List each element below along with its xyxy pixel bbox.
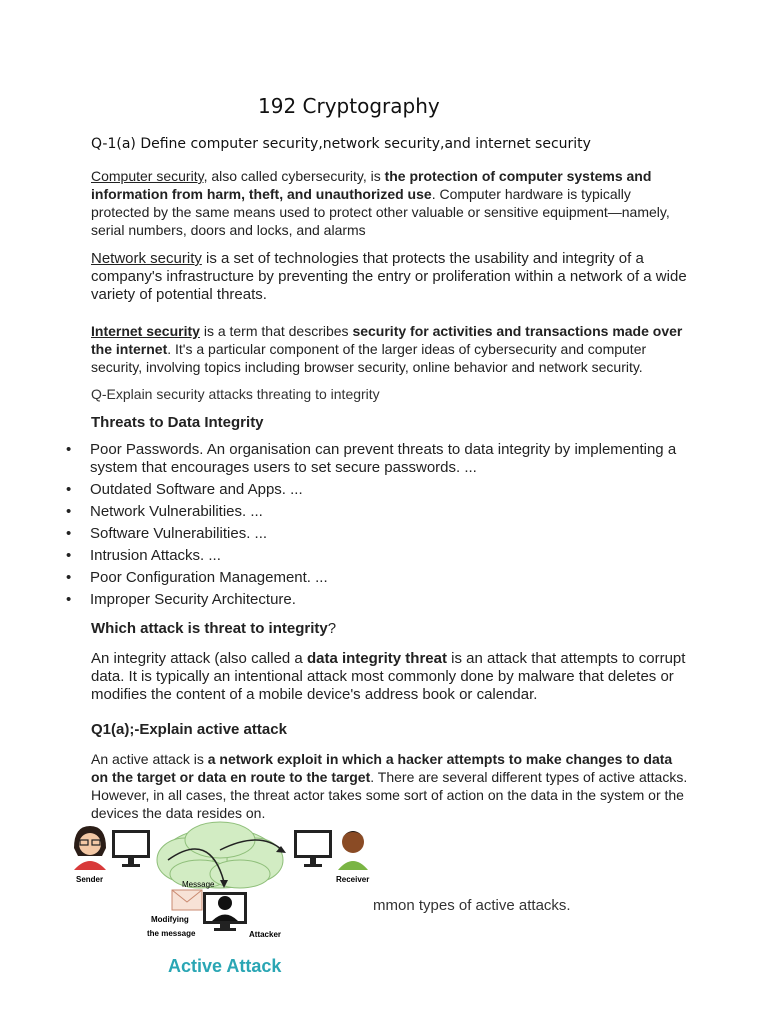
internet-security-term: Internet security bbox=[91, 323, 200, 339]
threat-text: Improper Security Architecture. bbox=[90, 591, 296, 608]
threats-list bbox=[62, 441, 702, 613]
p4-text-a: An integrity attack (also called a bbox=[91, 650, 307, 667]
list-item bbox=[62, 525, 702, 543]
active-attack-caption: Active Attack bbox=[168, 956, 282, 976]
bullet-icon: • bbox=[66, 591, 72, 608]
threat-text: Software Vulnerabilities. ... bbox=[90, 525, 268, 542]
p3-bold: security for activities and transactions made over the internet bbox=[91, 323, 683, 357]
list-item bbox=[62, 503, 702, 521]
active-attack-diagram bbox=[60, 820, 390, 990]
list-item bbox=[62, 441, 702, 477]
p4-bold: data integrity threat bbox=[306, 650, 447, 667]
bullet-icon: • bbox=[66, 441, 72, 458]
threats-heading: Threats to Data Integrity bbox=[91, 414, 264, 431]
receiver-avatar-icon bbox=[338, 831, 368, 870]
which-bold: Which attack is threat to integrity bbox=[91, 620, 328, 637]
question-1-heading bbox=[91, 136, 591, 152]
bullet-icon: • bbox=[66, 525, 72, 542]
list-item bbox=[62, 591, 702, 609]
threat-text: Network Vulnerabilities. ... bbox=[90, 503, 263, 520]
internet-security-paragraph bbox=[91, 322, 691, 376]
attacker-icon bbox=[203, 892, 247, 931]
integrity-attack-paragraph bbox=[91, 650, 691, 704]
bullet-icon: • bbox=[66, 547, 72, 564]
receiver-label: Receiver bbox=[336, 875, 370, 884]
active-attack-heading: Q1(a);-Explain active attack bbox=[91, 721, 287, 738]
modifying-label: Modifying bbox=[151, 915, 189, 924]
bullet-icon: • bbox=[66, 481, 72, 498]
envelope-icon bbox=[172, 890, 202, 910]
p5-text-a: An active attack is bbox=[91, 751, 208, 767]
p2-text: is a set of technologies that protects the usability and integrity of a company's infrastructure by preventing the entry or proliferation within a network of a wide variety of potential threats. bbox=[91, 250, 687, 303]
attacker-label: Attacker bbox=[249, 930, 282, 939]
list-item bbox=[62, 481, 702, 499]
question-2-heading: Q-Explain security attacks threating to integrity bbox=[91, 386, 380, 402]
bullet-icon: • bbox=[66, 569, 72, 586]
p5-text-b: . There are several different types of active attacks. However, in all cases, the threat actor takes some sort of action on the data in the system or the devices the data resides on. bbox=[91, 769, 688, 821]
p5-bold: a network exploit in which a hacker attempts to make changes to data on the target or data en route to the target bbox=[91, 751, 673, 785]
p1-text-b: . Computer hardware is typically protected by the same means used to protect other valuable or sensitive equipment—namely, serial numbers, doors and locks, and alarms bbox=[91, 186, 670, 238]
document-title: 192 Cryptography bbox=[258, 94, 440, 118]
threat-text: Poor Passwords. An organisation can prevent threats to data integrity by implementing a system that encourages users to set secure passwords. ... bbox=[90, 441, 677, 476]
message-label: Message bbox=[182, 880, 215, 889]
q1-title: 1(a) Define computer security,network security,and internet security bbox=[107, 136, 591, 152]
modifying-label-2: the message bbox=[147, 929, 196, 938]
sender-monitor-icon bbox=[112, 830, 150, 867]
threat-text: Poor Configuration Management. ... bbox=[90, 569, 328, 586]
which-q: ? bbox=[327, 620, 337, 637]
sender-avatar-icon bbox=[74, 826, 106, 870]
computer-security-term: Computer security bbox=[91, 168, 204, 184]
threat-text: Outdated Software and Apps. ... bbox=[90, 481, 303, 498]
computer-security-paragraph bbox=[91, 167, 691, 239]
active-attack-paragraph bbox=[91, 750, 691, 822]
q1-prefix: Q- bbox=[91, 136, 108, 152]
receiver-monitor-icon bbox=[294, 830, 332, 867]
trailing-text: mmon types of active attacks. bbox=[373, 897, 571, 914]
bullet-icon: • bbox=[66, 503, 72, 520]
list-item bbox=[62, 569, 702, 587]
which-attack-heading bbox=[91, 620, 691, 638]
threat-text: Intrusion Attacks. ... bbox=[90, 547, 221, 564]
p3-text-b: . It's a particular component of the larger ideas of cybersecurity and computer security, involving topics including browser security, online behavior and network security. bbox=[91, 341, 647, 375]
list-item bbox=[62, 547, 702, 565]
p1-text-a: , also called cybersecurity, is bbox=[203, 168, 385, 184]
p1-bold: the protection of computer systems and information from harm, theft, and unauthorized use bbox=[91, 168, 652, 202]
network-security-paragraph bbox=[91, 250, 691, 304]
p3-text-a: is a term that describes bbox=[199, 323, 353, 339]
sender-label: Sender bbox=[76, 875, 104, 884]
network-security-term: Network security bbox=[91, 250, 202, 267]
p4-text-b: is an attack that attempts to corrupt data. It is typically an intentional attack most commonly done by malware that deletes or modifies the content of a mobile device's address book or calendar. bbox=[91, 650, 686, 703]
